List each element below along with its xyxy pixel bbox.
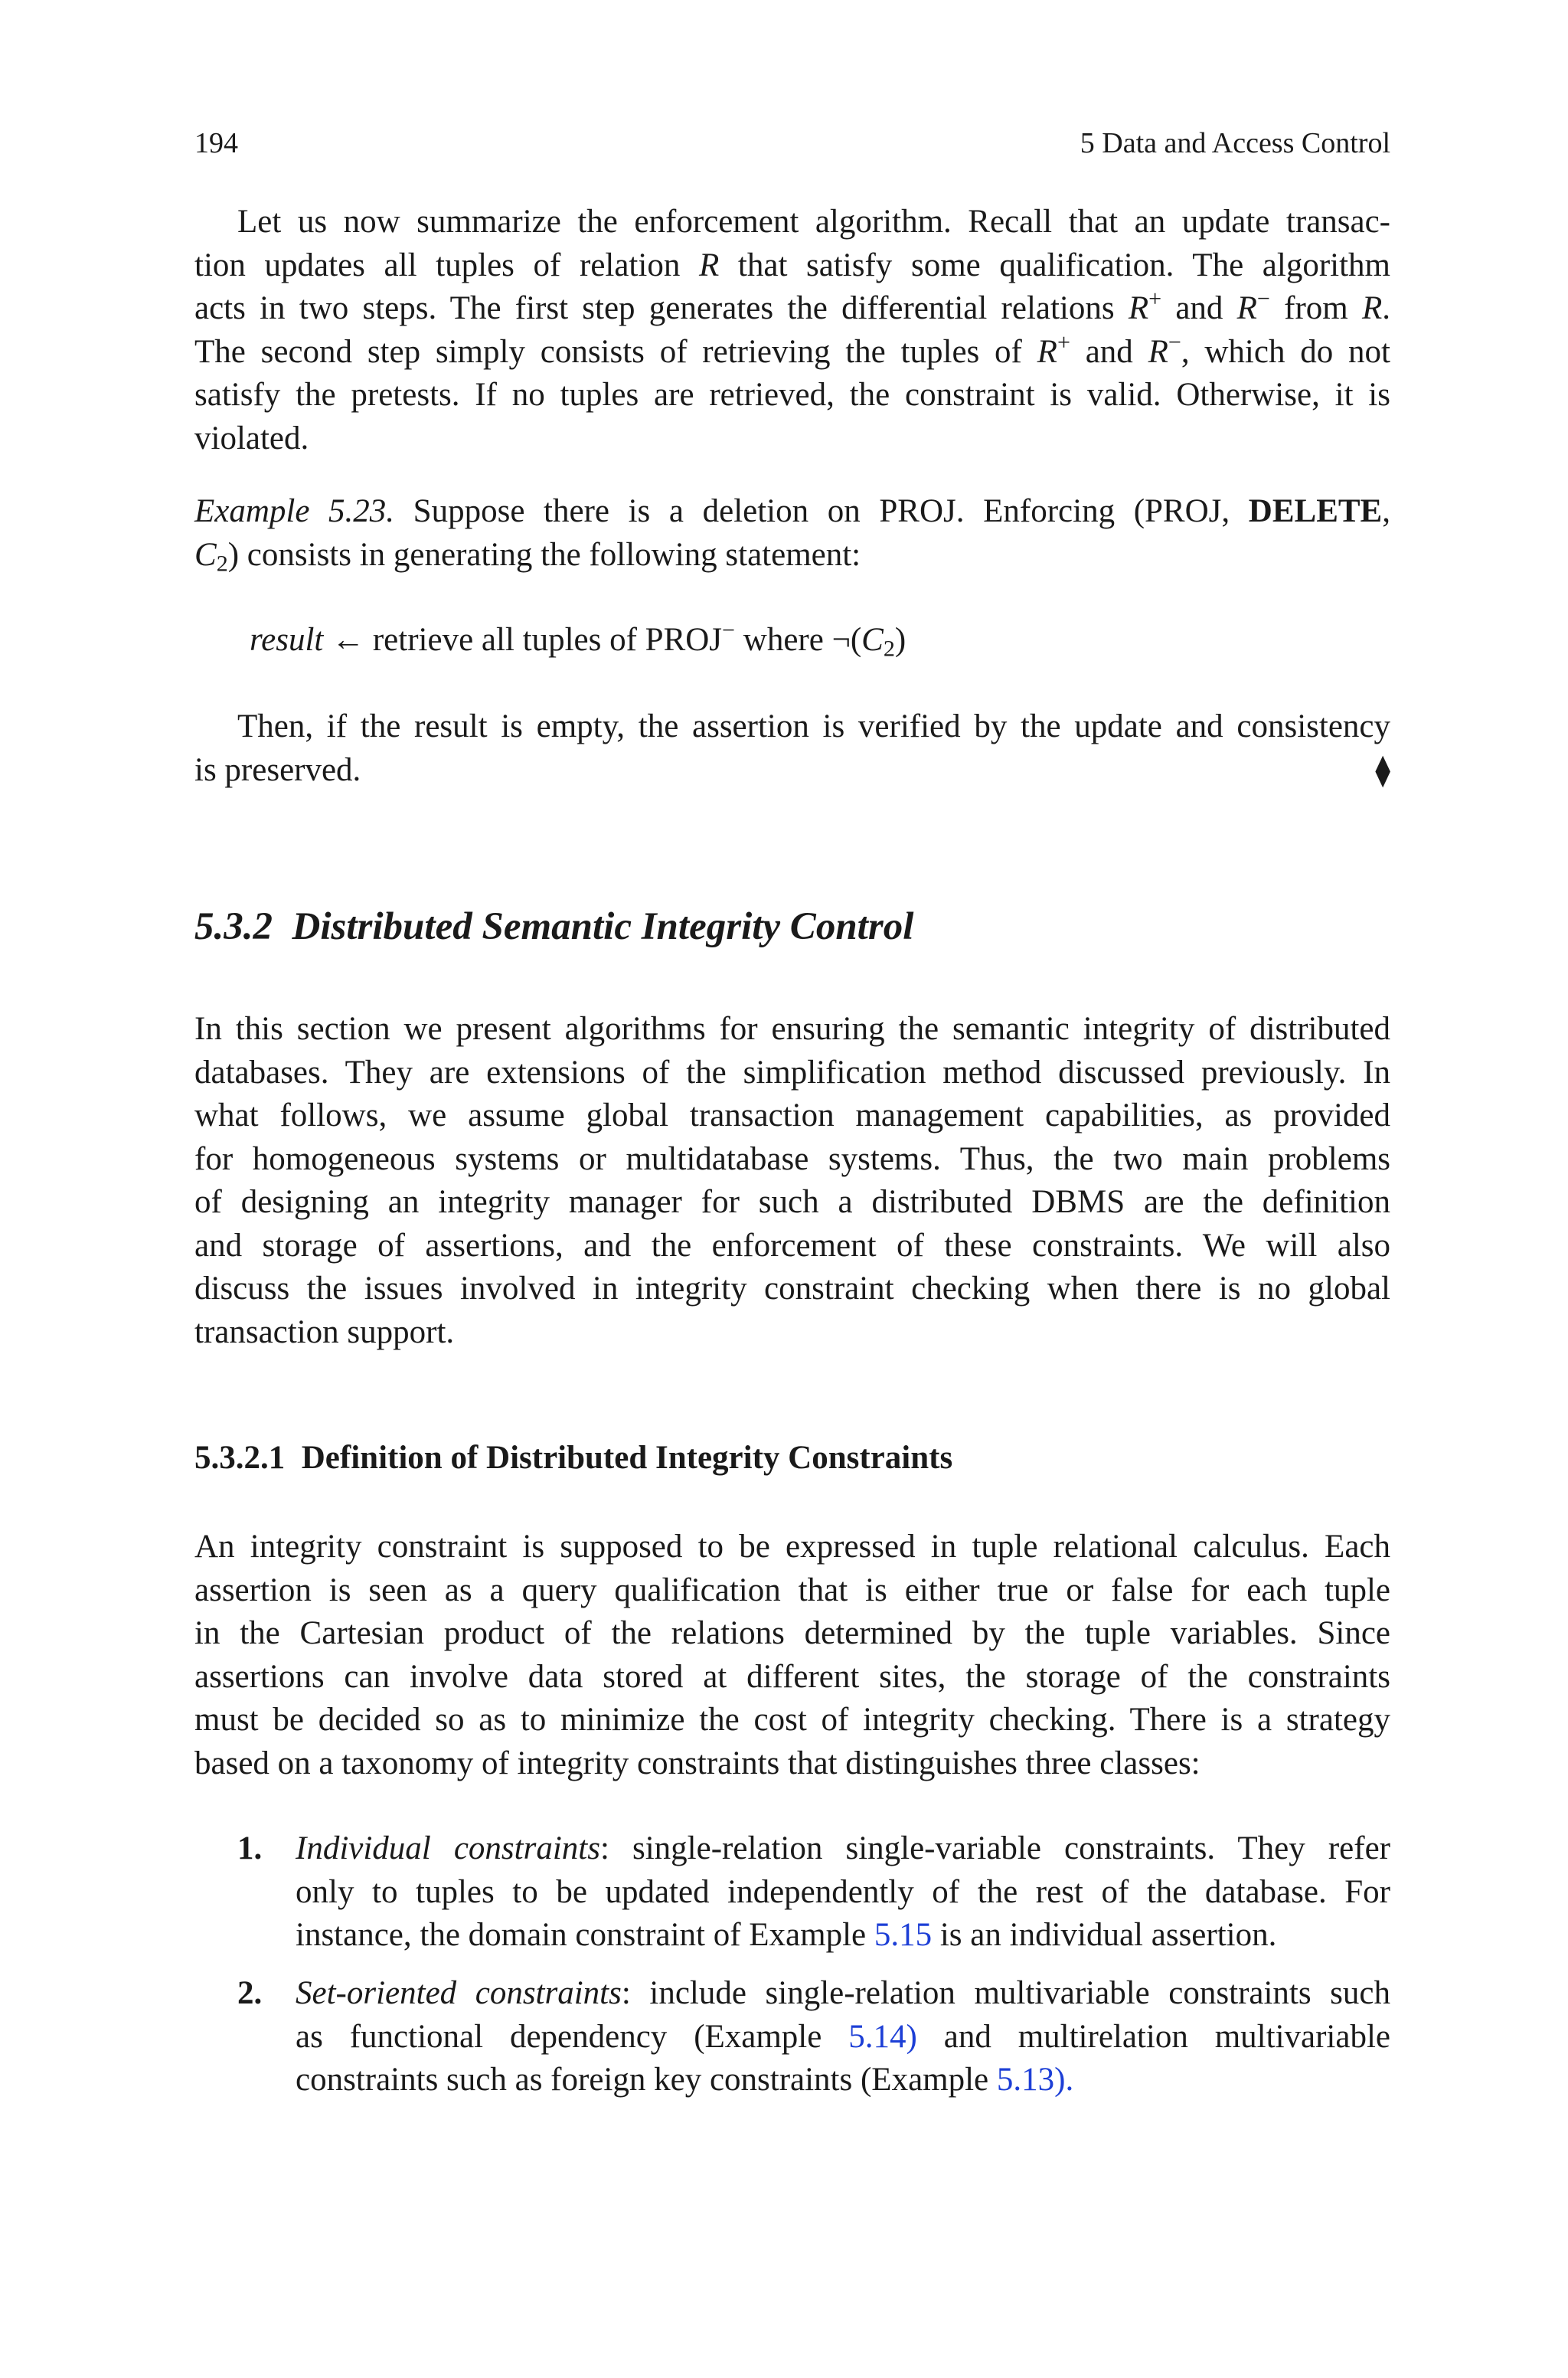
subsection-number: 5.3.2.1 (194, 1440, 286, 1476)
text-line: satisfy the pretests. If no tuples are retrieved, the constraint is valid. Otherwise, it is (194, 377, 1390, 413)
display-equation: result ← retrieve all tuples of PROJ− where $\neg(C_2)$ (250, 617, 906, 662)
text-line: constraints such as foreign key constraints (Example 5.13). (296, 2062, 1074, 2098)
text-line: for homogeneous systems or multidatabase systems. Thus, the two main problems (194, 1140, 1390, 1177)
page-number: 194 (194, 127, 238, 159)
chapter-title: 5 Data and Access Control (1080, 127, 1390, 159)
section-title: Distributed Semantic Integrity Control (292, 905, 914, 948)
example-label: Example 5.23. (194, 493, 395, 529)
end-of-example-diamond-icon: ⧫ (1375, 752, 1390, 787)
list-term: Set-oriented constraints (296, 1975, 622, 2011)
subsection-heading (194, 1437, 952, 1480)
example-conclusion (194, 705, 1390, 792)
text-line: of designing an integrity manager for such a distributed DBMS are the definition (194, 1184, 1390, 1220)
paragraph-enforcement-summary (194, 201, 1390, 460)
list-term: Individual constraints (296, 1830, 600, 1866)
text-line: $C_2$) consists in generating the following statement: (194, 536, 861, 577)
text-line: what follows, we assume global transaction management capabilities, as provided (194, 1097, 1390, 1133)
list-item (237, 1827, 1390, 1958)
example-5-23 (194, 490, 1390, 577)
text-line: only to tuples to be updated independently of the rest of the database. For (296, 1873, 1390, 1910)
text-line: in the Cartesian product of the relations determined by the tuple variables. Since (194, 1615, 1390, 1651)
text-line: based on a taxonomy of integrity constraints that distinguishes three classes: (194, 1745, 1200, 1781)
text-line: In this section we present algorithms for ensuring the semantic integrity of distributed (194, 1011, 1390, 1047)
paragraph-constraint-definition (194, 1526, 1390, 1785)
text-line: as functional dependency (Example 5.14) and multirelation multivariable (296, 2018, 1390, 2055)
text-line: instance, the domain constraint of Example 5.15 is an individual assertion. (296, 1917, 1277, 1953)
text-line: violated. (194, 420, 309, 456)
cross-reference-link[interactable]: 5.15 (874, 1917, 933, 1953)
text-line: Set-oriented constraints: include single-relation multivariable constraints such (296, 1975, 1390, 2011)
text-line: discuss the issues involved in integrity constraint checking when there is no global (194, 1271, 1390, 1307)
text-line: The second step simply consists of retrieving the tuples of R+ and R−, which do not (194, 328, 1390, 370)
paragraph-section-intro (194, 1008, 1390, 1354)
text-line: An integrity constraint is supposed to be expressed in tuple relational calculus. Each (194, 1529, 1390, 1565)
text-line: acts in two steps. The first step generates the differential relations R+ and R− from R. (194, 285, 1390, 326)
section-number: 5.3.2 (194, 905, 273, 948)
text-line: assertion is seen as a query qualification that is either true or false for each tuple (194, 1572, 1390, 1608)
list-number: 1. (237, 1830, 263, 1866)
text-line: transaction support. (194, 1313, 455, 1350)
text-line: Example 5.23. Suppose there is a deletion on PROJ. Enforcing (PROJ, DELETE, (194, 493, 1390, 529)
text-line: databases. They are extensions of the simplification method discussed previously. In (194, 1054, 1390, 1091)
text-line: Individual constraints: single-relation single-variable constraints. They refer (296, 1830, 1390, 1866)
text-line: Then, if the result is empty, the assertion is verified by the update and consistency (237, 708, 1390, 744)
cross-reference-link[interactable]: 5.14) (848, 2018, 917, 2055)
subsection-title: Definition of Distributed Integrity Constraints (301, 1440, 953, 1476)
list-item (237, 1972, 1390, 2102)
text-line: assertions can involve data stored at different sites, the storage of the constraints (194, 1658, 1390, 1695)
text-line: Let us now summarize the enforcement algorithm. Recall that an update transac- (237, 204, 1390, 240)
list-number: 2. (237, 1975, 263, 2011)
section-heading (194, 904, 913, 950)
text-line: and storage of assertions, and the enforcement of these constraints. We will also (194, 1227, 1390, 1264)
book-page (194, 0, 1390, 2378)
text-line: is preserved. ⧫ (194, 749, 1390, 793)
text-line: must be decided so as to minimize the cost of integrity checking. There is a strategy (194, 1702, 1390, 1738)
cross-reference-link[interactable]: 5.13). (996, 2062, 1074, 2098)
text-line: tion updates all tuples of relation R that satisfy some qualification. The algorithm (194, 247, 1390, 283)
